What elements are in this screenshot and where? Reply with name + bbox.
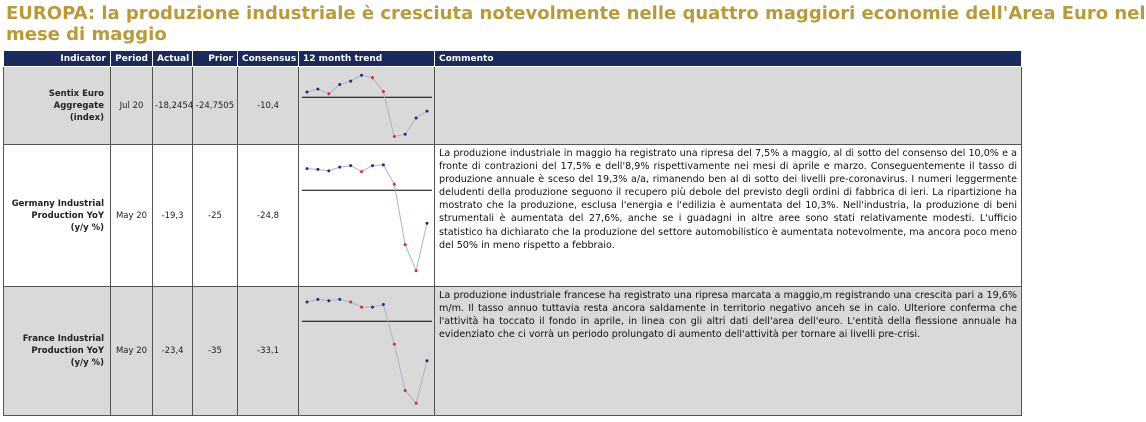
table-row xyxy=(4,287,1022,416)
trend-point xyxy=(404,133,407,136)
trend-point xyxy=(349,80,352,83)
header-commento: Commento xyxy=(435,51,1022,67)
prior-cell: -25 xyxy=(193,145,238,287)
actual-cell: -19,3 xyxy=(153,145,193,287)
trend-point xyxy=(360,74,363,77)
header-indicator: Indicator xyxy=(4,51,111,67)
indicator-cell xyxy=(4,67,111,145)
indicator-line: Production YoY xyxy=(31,346,104,356)
trend-line xyxy=(307,299,427,403)
actual-cell: -23,4 xyxy=(153,287,193,416)
table-row xyxy=(4,145,1022,287)
trend-point xyxy=(316,298,319,301)
trend-point xyxy=(393,343,396,346)
trend-point xyxy=(404,243,407,246)
trend-point xyxy=(415,269,418,272)
comment-cell: La produzione industriale francese ha registrato una ripresa marcata a maggio,m registrando una crescita pari a 19,6% m/m. Il tasso annuo tuttavia resta ancora saldamente in territorio negativo anceh se in calo. Ulteriore conferma che l'attività ha toccato il fondo in aprile, in linea con gli altri dati dell'area dell'euro. L'entità della flessione annuale ha evidenziato che ci vorrà un periodo prolungato di aumento dell'attività per tornare ai livelli pre-crisi. xyxy=(435,287,1022,416)
table-header-row xyxy=(4,51,1022,67)
trend-sparkline xyxy=(299,145,435,286)
consensus-cell: -10,4 xyxy=(238,67,299,145)
trend-point xyxy=(393,183,396,186)
trend-point xyxy=(338,298,341,301)
comment-cell xyxy=(435,67,1022,145)
prior-cell: -24,7505 xyxy=(193,67,238,145)
trend-point xyxy=(415,402,418,405)
trend-point xyxy=(360,306,363,309)
page-title-line-2: mese di maggio xyxy=(6,24,167,45)
indicator-line: (y/y %) xyxy=(70,358,104,368)
trend-cell xyxy=(299,145,435,287)
table-row xyxy=(4,67,1022,145)
trend-point xyxy=(306,167,309,170)
trend-line xyxy=(307,165,427,271)
indicator-line: Production YoY xyxy=(31,210,104,221)
trend-point xyxy=(338,166,341,169)
period-cell: May 20 xyxy=(111,287,153,416)
indicator-cell xyxy=(4,287,111,416)
trend-point xyxy=(382,90,385,93)
trend-point xyxy=(327,299,330,302)
trend-point xyxy=(306,91,309,94)
indicators-table xyxy=(3,50,1022,416)
trend-point xyxy=(316,168,319,171)
trend-point xyxy=(426,359,429,362)
trend-sparkline xyxy=(299,287,435,415)
trend-point xyxy=(327,92,330,95)
header-trend: 12 month trend xyxy=(299,51,435,67)
trend-point xyxy=(426,222,429,225)
actual-cell: -18,2454 xyxy=(153,67,193,145)
consensus-cell: -33,1 xyxy=(238,287,299,416)
indicator-line: (y/y %) xyxy=(70,222,104,233)
trend-point xyxy=(371,306,374,309)
trend-point xyxy=(371,76,374,79)
trend-point xyxy=(415,117,418,120)
trend-line xyxy=(307,75,427,136)
trend-point xyxy=(349,164,352,167)
header-prior: Prior xyxy=(193,51,238,67)
indicator-line: Aggregate xyxy=(53,100,104,111)
header-period: Period xyxy=(111,51,153,67)
indicator-line: Sentix Euro xyxy=(48,88,104,99)
trend-point xyxy=(393,135,396,138)
trend-point xyxy=(338,83,341,86)
trend-cell xyxy=(299,287,435,416)
trend-cell xyxy=(299,67,435,145)
trend-point xyxy=(306,300,309,303)
trend-point xyxy=(316,88,319,91)
trend-point xyxy=(360,170,363,173)
trend-point xyxy=(404,389,407,392)
consensus-cell: -24,8 xyxy=(238,145,299,287)
indicator-cell xyxy=(4,145,111,287)
comment-cell: La produzione industriale in maggio ha registrato una ripresa del 7,5% a maggio, al di sotto del consenso del 10,0% e a fronte di contrazioni del 17,5% e dell'8,9% rispettivamente nei mesi di aprile e marzo. Conseguentemente il tasso di produzione annuale è sceso del 19,3% a/a, rimanendo ben al di sotto dei livelli pre-coronavirus. I numeri leggermente deludenti della produzione seguono il recupero più debole del previsto degli ordini di fabbrica di ieri. La ripartizione ha mostrato che la produzione, esclusa l'energia e l'edilizia è aumentata del 10,3%. Nell'industria, la produzione di beni strumentali è aumentata del 27,6%, anche se i guadagni in altre aree sono stati relativamente modesti. L'ufficio statistico ha dichiarato che la produzione del settore automobilistico è aumentata notevolmente, ma ancora poco meno del 50% in meno rispetto a febbraio. xyxy=(435,145,1022,287)
page-title-line-1: EUROPA: la produzione industriale è cresciuta notevolmente nelle quattro maggiori economie dell'Area Euro nel xyxy=(6,3,1146,24)
trend-point xyxy=(371,164,374,167)
trend-point xyxy=(382,303,385,306)
indicator-line: France Industrial xyxy=(22,334,104,344)
period-cell: Jul 20 xyxy=(111,67,153,145)
indicator-line: (index) xyxy=(69,112,104,123)
trend-point xyxy=(349,300,352,303)
indicator-line: Germany Industrial xyxy=(11,198,104,209)
header-actual: Actual xyxy=(153,51,193,67)
trend-point xyxy=(382,163,385,166)
trend-point xyxy=(327,169,330,172)
header-consensus: Consensus xyxy=(238,51,299,67)
trend-point xyxy=(426,110,429,113)
period-cell: May 20 xyxy=(111,145,153,287)
prior-cell: -35 xyxy=(193,287,238,416)
trend-sparkline xyxy=(299,67,435,144)
